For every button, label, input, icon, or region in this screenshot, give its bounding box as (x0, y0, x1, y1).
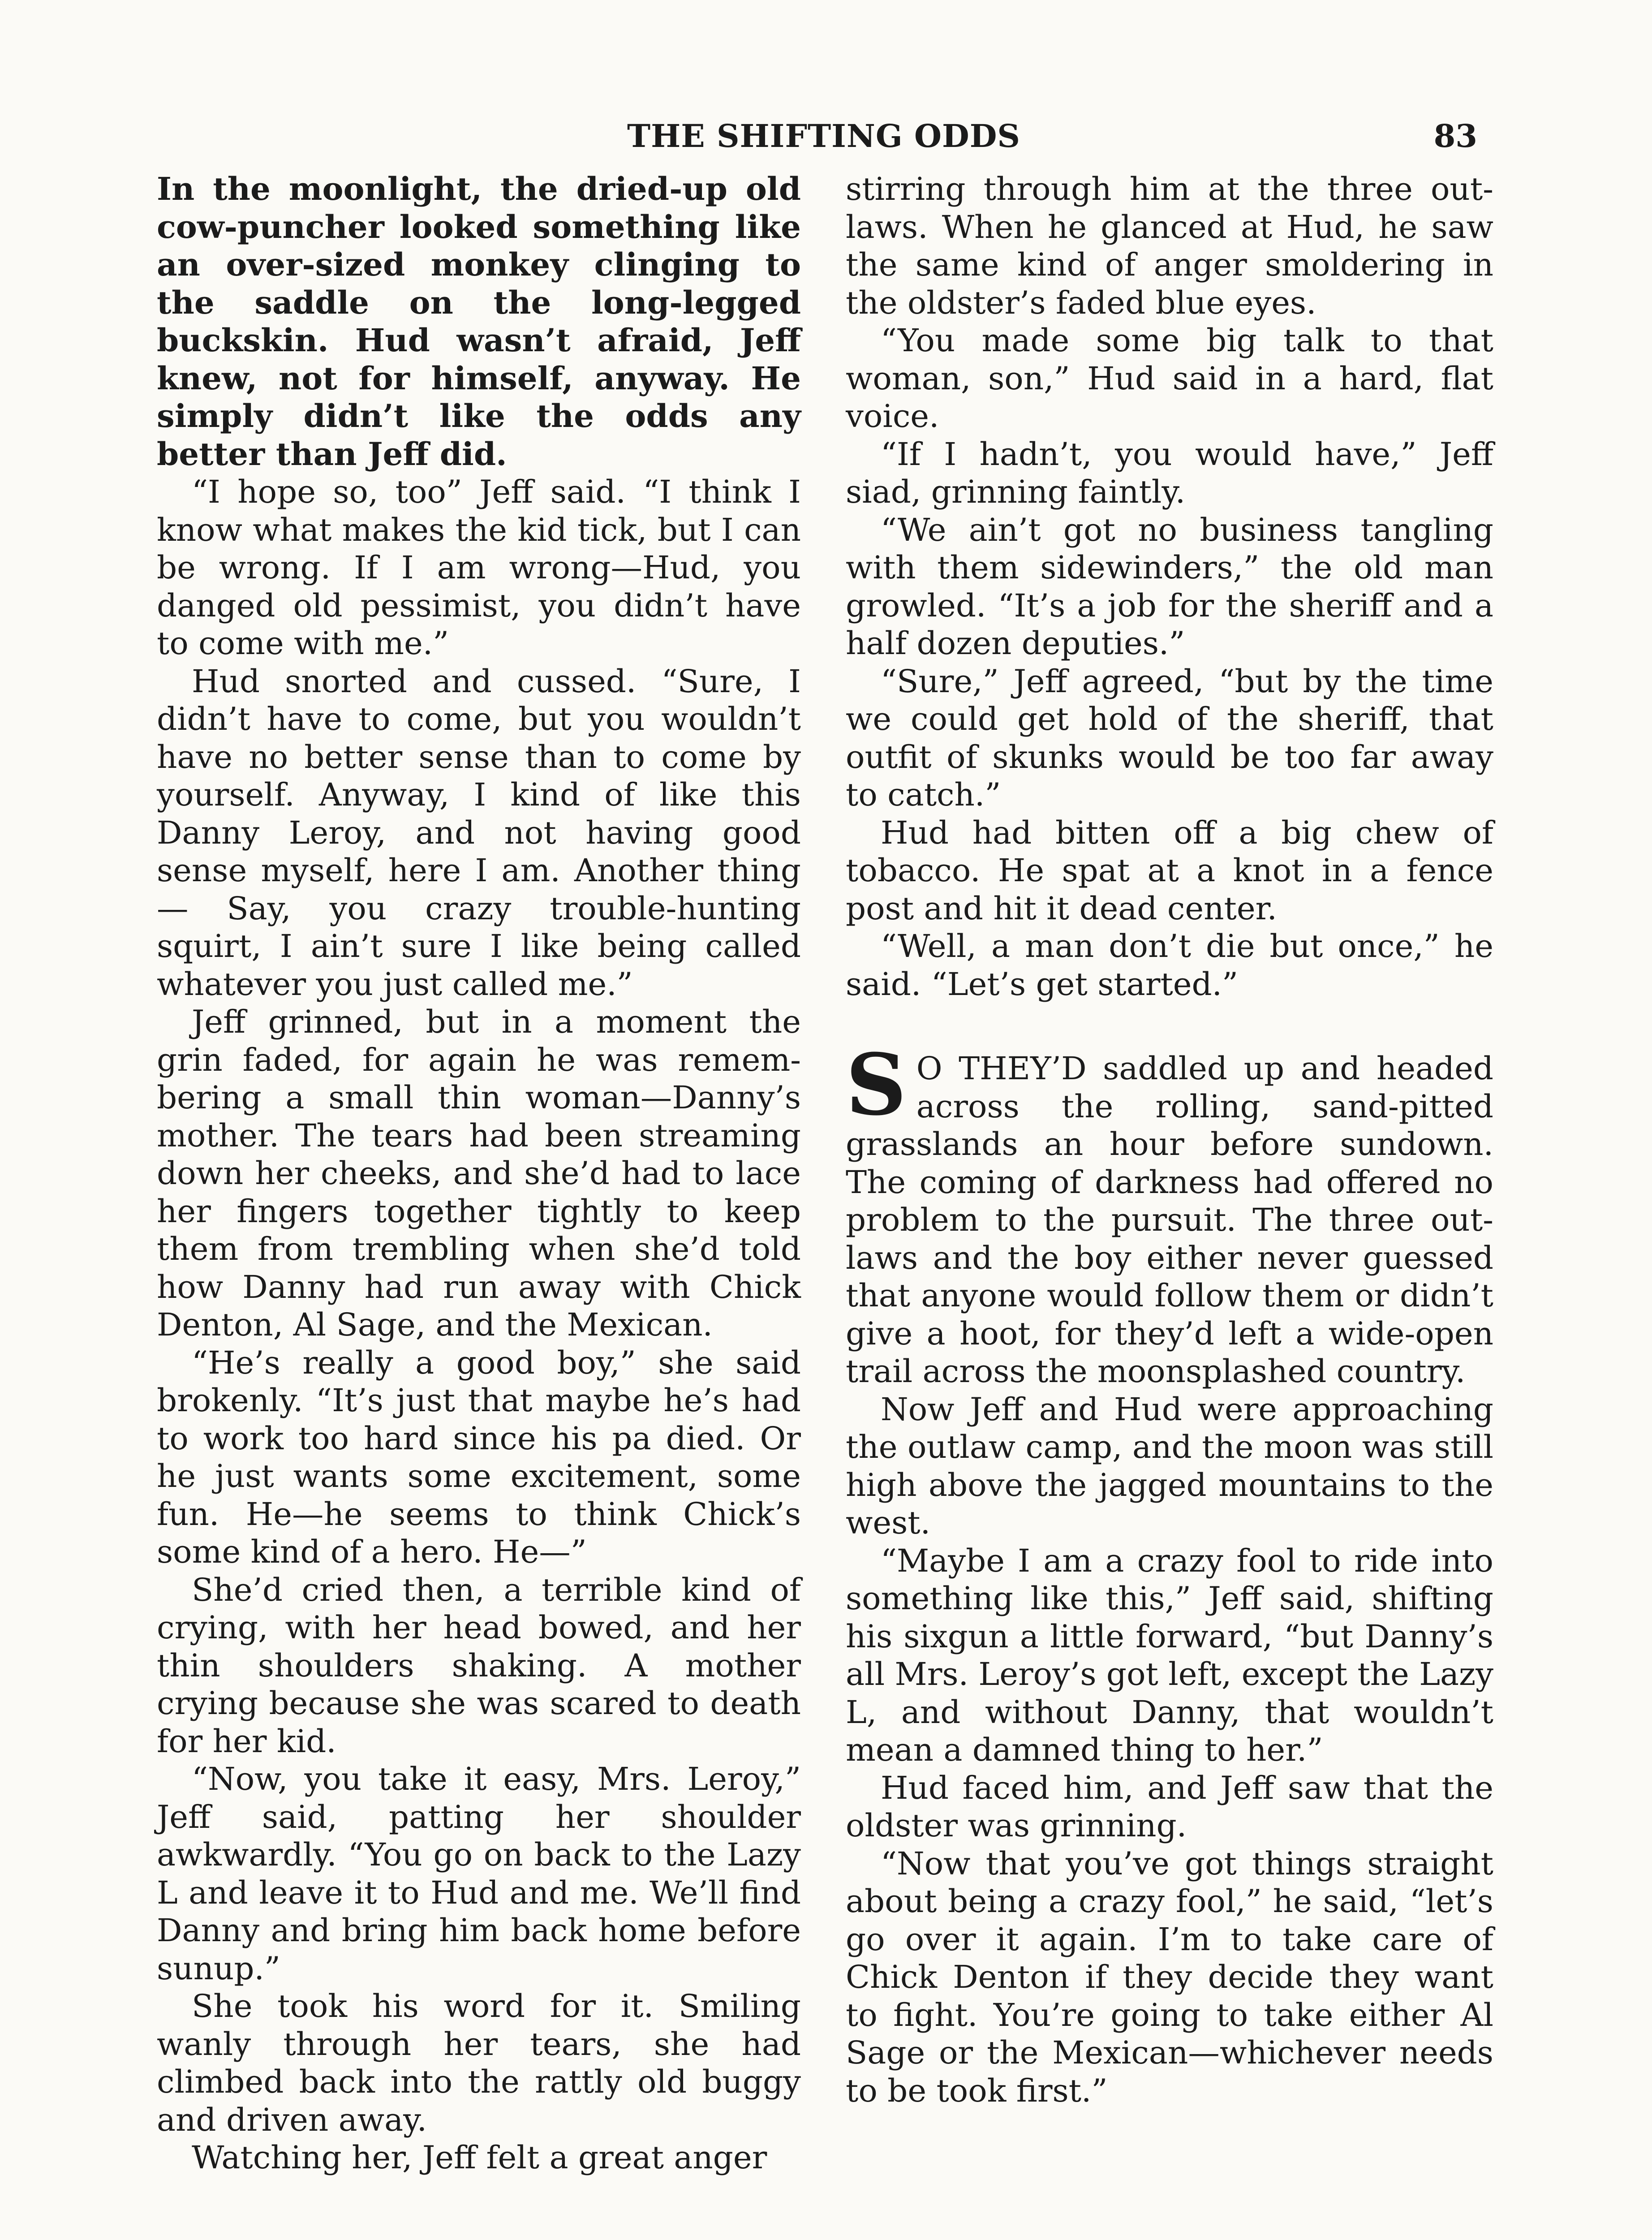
paragraph: “We ain’t got no business tangling with them sidewinders,” the old man growled. “It’s a job for the sheriff and a half dozen deputies.” (846, 511, 1493, 662)
left-text-column (157, 170, 801, 2177)
paragraph: Hud faced him, and Jeff saw that the oldster was grinning. (846, 1769, 1493, 1844)
paragraph: “I hope so, too” Jeff said. “I think I know what makes the kid tick, but I can be wrong. If I am wrong—Hud, you danged old pessimist, you didn’t have to come with me.” (157, 474, 801, 662)
paragraph: Now Jeff and Hud were approaching the outlaw camp, and the moon was still high above the jagged mountains to the west. (846, 1391, 1493, 1541)
paragraph: “If I hadn’t, you would have,” Jeff siad, grinning faintly. (846, 435, 1493, 510)
story-title: THE SHIFTING ODDS (627, 117, 1020, 155)
paragraph: “You made some big talk to that woman, son,” Hud said in a hard, flat voice. (846, 322, 1493, 435)
paragraph: “Now, you take it easy, Mrs. Leroy,” Jeff said, patting her shoulder awkwardly. “You go on back to the Lazy L and leave it to Hud and me. We’ll find Danny and bring him back home before sunup.” (157, 1761, 801, 1987)
right-text-column (846, 170, 1493, 2110)
paragraph: “Well, a man don’t die but once,” he said. “Let’s get started.” (846, 928, 1493, 1003)
page-number: 83 (1433, 117, 1477, 155)
paragraph: Hud had bitten off a big chew of tobacco. He spat at a knot in a fence post and hit it dead center. (846, 814, 1493, 927)
paragraph: Hud snorted and cussed. “Sure, I didn’t have to come, but you wouldn’t have no better sense than to come by yourself. Anyway, I kind of like this Danny Leroy, and not having good sense myself, here I am. Another thing— Say, you crazy trouble-hunting squirt, I ain’t sure I like being called whatever you just called me.” (157, 663, 801, 1003)
paragraph: “Maybe I am a crazy fool to ride into something like this,” Jeff said, shifting his sixgun a little forward, “but Danny’s all Mrs. Leroy’s got left, except the Lazy L, and without Danny, that wouldn’t mean a damned thing to her.” (846, 1542, 1494, 1768)
section-opening-paragraph (846, 1035, 1493, 1391)
paragraph: stirring through him at the three outlaws. When he glanced at Hud, he saw the same kind of anger smoldering in the oldster’s faded blue eyes. (846, 171, 1493, 321)
drop-cap: S (846, 1035, 907, 1134)
paragraph: In the moonlight, the dried-up old cow-puncher looked something like an over-sized monkey clinging to the saddle on the long-legged buckskin. Hud wasn’t afraid, Jeff knew, not for himself, anyway. He simply didn’t like the odds any better than Jeff did. (157, 170, 801, 473)
running-header (157, 117, 1491, 167)
paragraph: “Now that you’ve got things straight about being a crazy fool,” he said, “let’s go over it again. I’m to take care of Chick Denton if they decide they want to fight. You’re going to take either Al Sage or the Mexican—whichever needs to be took first.” (846, 1845, 1493, 2109)
paragraph: Jeff grinned, but in a moment the grin faded, for again he was remembering a small thin woman—Danny’s mother. The tears had been streaming down her cheeks, and she’d had to lace her fingers together tightly to keep them from trembling when she’d told how Danny had run away with Chick Denton, Al Sage, and the Mexican. (157, 1004, 801, 1343)
paragraph: “He’s really a good boy,” she said brokenly. “It’s just that maybe he’s had to work too hard since his pa died. Or he just wants some excitement, some fun. He—he seems to think Chick’s some kind of a hero. He—” (157, 1344, 801, 1570)
paragraph: She took his word for it. Smiling wanly through her tears, she had climbed back into the rattly old buggy and driven away. (157, 1988, 801, 2138)
paragraph: She’d cried then, a terrible kind of crying, with her head bowed, and her thin shoulders shaking. A mother crying because she was scared to death for her kid. (157, 1571, 801, 1760)
paragraph: Watching her, Jeff felt a great anger (192, 2139, 767, 2176)
drop-cap-paragraph-text: O THEY’D saddled up and headed across the rolling, sand-pitted grasslands an hour before sundown. The coming of darkness had offered no problem to the pursuit. The three outlaws and the boy either never guessed that anyone would follow them or didn’t give a hoot, for they’d left a wide-open trail across the moonsplashed country. (846, 1050, 1493, 1390)
paragraph: “Sure,” Jeff agreed, “but by the time we could get hold of the sheriff, that outfit of skunks would be too far away to catch.” (846, 663, 1493, 813)
